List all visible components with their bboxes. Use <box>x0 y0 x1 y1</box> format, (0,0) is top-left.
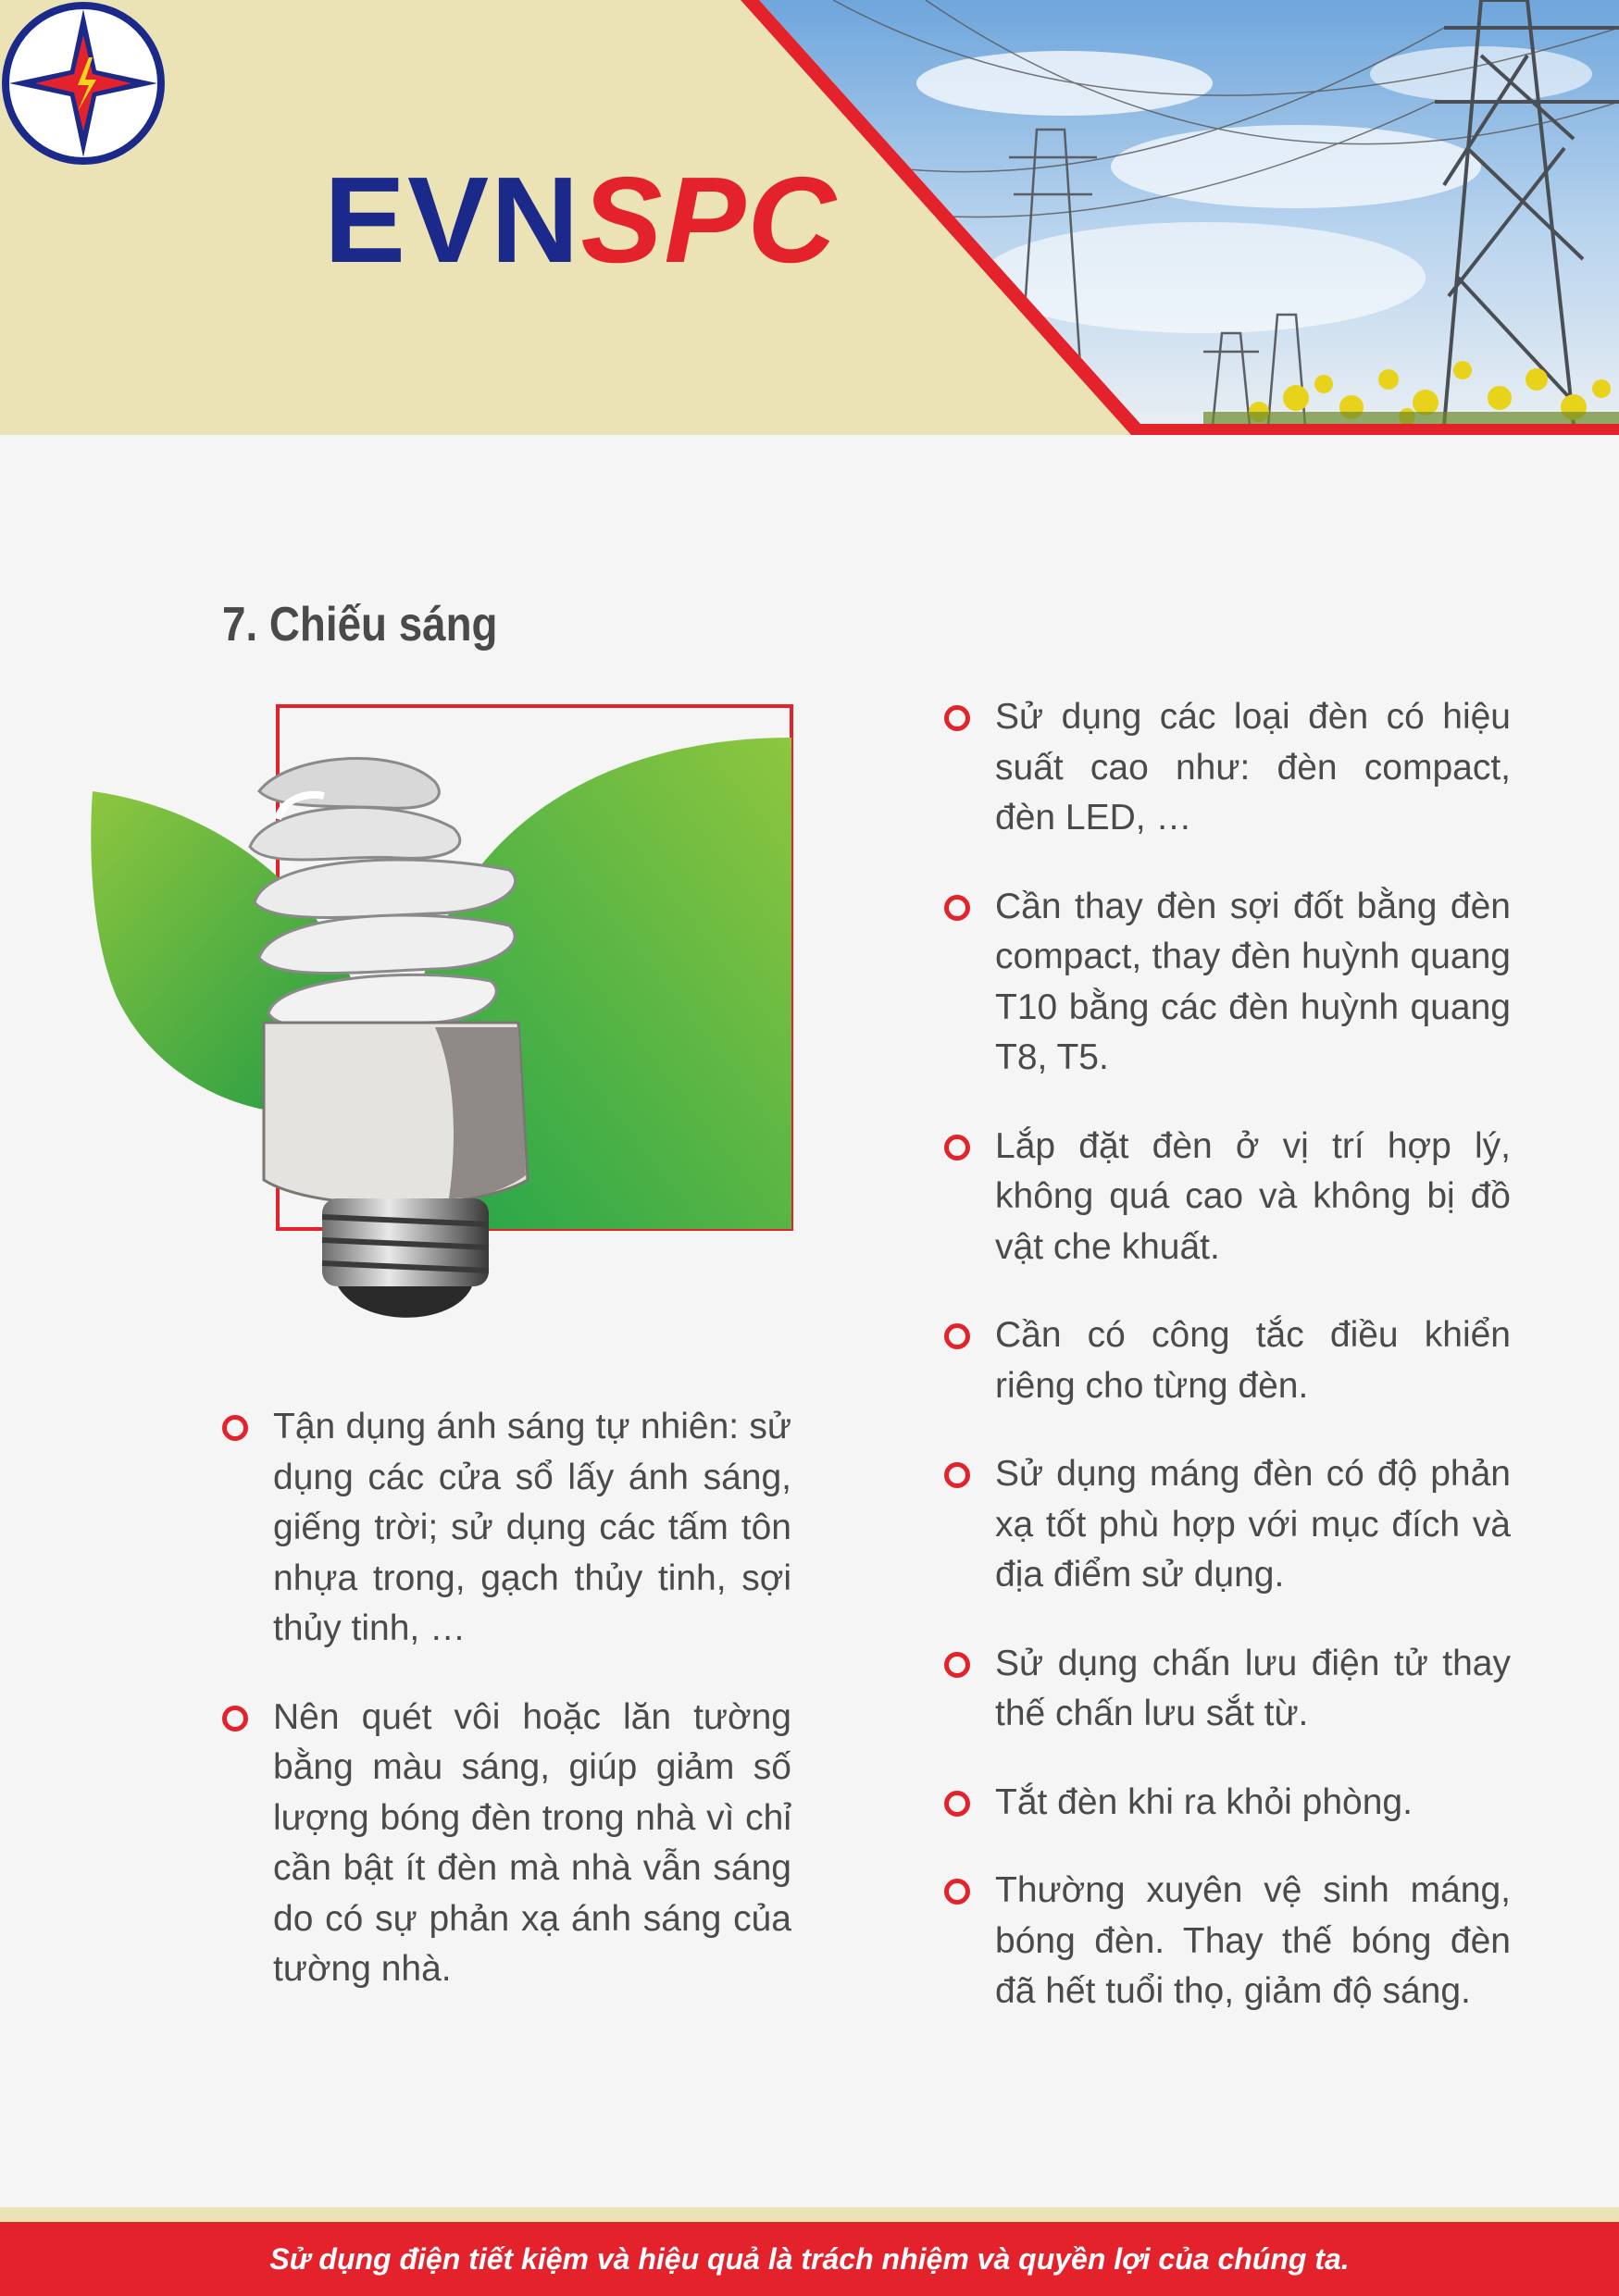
list-item-text: Cần thay đèn sợi đốt bằng đèn compact, thay đèn huỳnh quang T10 bằng các đèn huỳnh quang T8, T5. <box>995 886 1511 1077</box>
right-bullet-list <box>944 692 1511 2055</box>
list-item <box>944 1310 1511 1411</box>
brand-spc: SPC <box>580 152 838 288</box>
list-item <box>944 882 1511 1084</box>
list-item <box>944 1639 1511 1740</box>
bullet-ring-icon <box>944 1879 970 1905</box>
bullet-ring-icon <box>944 1323 970 1349</box>
list-item-text: Sử dụng máng đèn có độ phản xạ tốt phù hợp với mục đích và địa điểm sử dụng. <box>995 1454 1511 1595</box>
list-item <box>944 1122 1511 1273</box>
section-title: 7. Chiếu sáng <box>222 598 498 652</box>
list-item-text: Sử dụng chấn lưu điện tử thay thế chấn lưu sắt từ. <box>995 1643 1511 1733</box>
left-bullet-list <box>222 1402 791 2033</box>
footer-divider <box>0 2207 1619 2222</box>
bullet-ring-icon <box>944 895 970 921</box>
list-item-text: Nên quét vôi hoặc lăn tường bằng màu sáng, giúp giảm số lượng bóng đèn trong nhà vì chỉ cần bật ít đèn mà nhà vẫn sáng do có sự phản xạ ánh sáng của tường nhà. <box>273 1696 791 1989</box>
list-item <box>222 1402 791 1655</box>
footer-slogan: Sử dụng điện tiết kiệm và hiệu quả là trách nhiệm và quyền lợi của chúng ta. <box>0 2222 1619 2296</box>
bulb-screw-cap <box>322 1198 489 1318</box>
evn-logo-icon <box>0 0 167 167</box>
list-item-text: Thường xuyên vệ sinh máng, bóng đèn. Thay thế bóng đèn đã hết tuổi thọ, giảm độ sáng. <box>995 1870 1511 2011</box>
list-item-text: Tắt đèn khi ra khỏi phòng. <box>995 1781 1413 1822</box>
brand-evn: EVN <box>324 152 581 288</box>
bullet-ring-icon <box>944 1462 970 1488</box>
bullet-ring-icon <box>944 1791 970 1817</box>
bullet-ring-icon <box>944 1652 970 1678</box>
brand-wordmark <box>324 152 838 288</box>
list-item <box>944 1866 1511 2017</box>
list-item <box>944 692 1511 844</box>
bullet-ring-icon <box>944 705 970 731</box>
bullet-ring-icon <box>222 1706 248 1731</box>
list-item-text: Sử dụng các loại đèn có hiệu suất cao như: đèn compact, đèn LED, … <box>995 697 1511 838</box>
cfl-bulb-leaves-illustration <box>83 699 815 1356</box>
list-item <box>944 1778 1511 1829</box>
bullet-ring-icon <box>944 1135 970 1160</box>
bullet-ring-icon <box>222 1415 248 1441</box>
list-item-text: Cần có công tắc điều khiển riêng cho từng đèn. <box>995 1315 1511 1406</box>
header <box>0 0 1619 435</box>
list-item-text: Tận dụng ánh sáng tự nhiên: sử dụng các cửa sổ lấy ánh sáng, giếng trời; sử dụng các tấm tôn nhựa trong, gạch thủy tinh, sợi thủy tinh, … <box>273 1407 791 1648</box>
list-item-text: Lắp đặt đèn ở vị trí hợp lý, không quá cao và không bị đồ vật che khuất. <box>995 1125 1511 1267</box>
list-item <box>222 1693 791 1995</box>
list-item <box>944 1449 1511 1601</box>
